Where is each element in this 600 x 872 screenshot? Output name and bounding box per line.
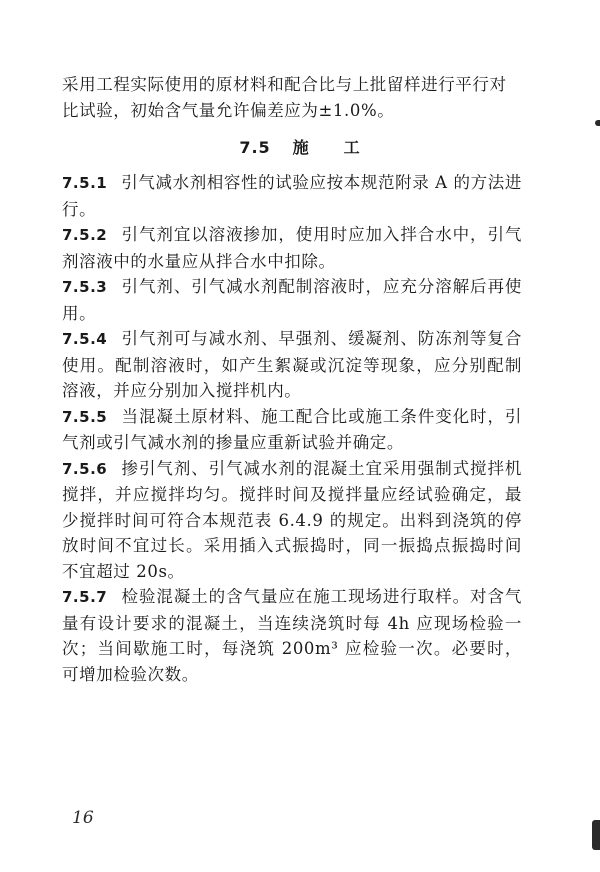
page-number: 16 [72, 808, 94, 828]
clause-list [62, 170, 522, 687]
clause-text: 引气剂宜以溶液掺加，使用时应加入拌合水中，引气剂溶液中的水量应从拌合水中扣除。 [62, 225, 522, 271]
clause-7-5-3 [62, 274, 522, 326]
clause-number: 7.5.4 [62, 330, 108, 348]
clause-text: 引气减水剂相容性的试验应按本规范附录 A 的方法进行。 [62, 173, 522, 219]
section-title-char-1: 施 [292, 138, 310, 157]
clause-text: 掺引气剂、引气减水剂的混凝土宜采用强制式搅拌机搅拌，并应搅拌均匀。搅拌时间及搅拌量应经试验确定，最少搅拌时间可符合本规范表 6.4.9 的规定。出料到浇筑的停放时间不宜过长。采用插入式振捣时，同一振捣点振捣时间不宜超过 20s。 [62, 458, 522, 581]
clause-text: 当混凝土原材料、施工配合比或施工条件变化时，引气剂或引气减水剂的掺量应重新试验并确定。 [62, 406, 522, 452]
clause-text: 引气剂可与减水剂、早强剂、缓凝剂、防冻剂等复合使用。配制溶液时，如产生絮凝或沉淀等现象，应分别配制溶液，并应分别加入搅拌机内。 [62, 329, 522, 400]
section-title-char-2: 工 [343, 138, 361, 157]
clause-7-5-2 [62, 222, 522, 274]
clause-number: 7.5.1 [62, 174, 108, 192]
clause-7-5-5 [62, 404, 522, 456]
clause-number: 7.5.3 [62, 278, 108, 296]
intro-paragraph: 采用工程实际使用的原材料和配合比与上批留样进行平行对比试验，初始含气量允许偏差应为±1.0%。 [62, 75, 507, 120]
scan-edge-mark [595, 120, 600, 126]
clause-number: 7.5.2 [62, 226, 108, 244]
clause-number: 7.5.7 [62, 588, 108, 606]
clause-7-5-1 [62, 170, 522, 222]
section-heading [0, 135, 600, 158]
clause-7-5-7 [62, 584, 522, 687]
clause-number: 7.5.5 [62, 407, 108, 426]
clause-number: 7.5.6 [62, 459, 108, 478]
clause-text: 引气剂、引气减水剂配制溶液时，应充分溶解后再使用。 [62, 277, 522, 323]
section-number: 7.5 [239, 138, 271, 157]
clause-7-5-6 [62, 456, 522, 585]
clause-text: 检验混凝土的含气量应在施工现场进行取样。对含气量有设计要求的混凝土，当连续浇筑时每 4h 应现场检验一次；当间歇施工时，每浇筑 200m³ 应检验一次。必要时，可增加检验次数。 [62, 587, 522, 684]
scan-edge-mark [592, 820, 600, 850]
clause-7-5-4 [62, 326, 522, 404]
